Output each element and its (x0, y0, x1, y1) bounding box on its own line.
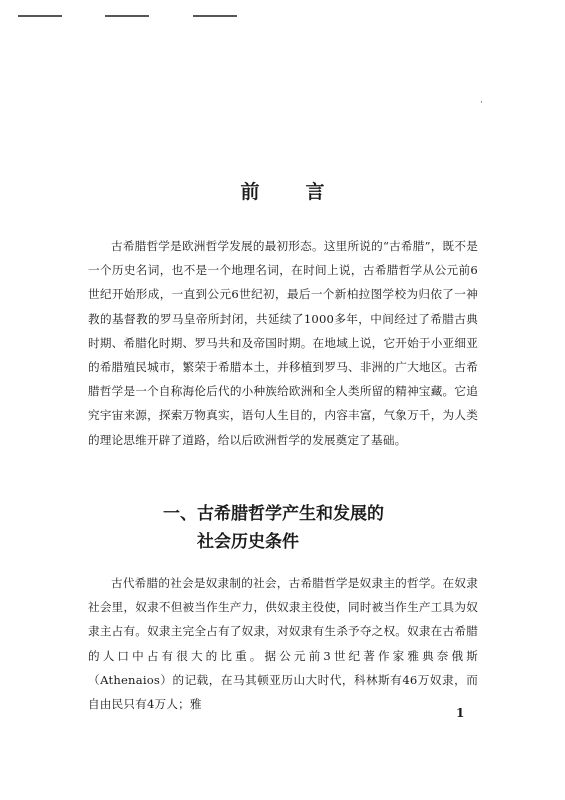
preface-paragraph: 古希腊哲学是欧洲哲学发展的最初形态。这里所说的“古希腊”，既不是一个历史名词，也不是一个地理名词，在时间上说，古希腊哲学从公元前6世纪开始形成，一直到公元6世纪初，最后一个新柏拉图学校为归依了一神教的基督教的罗马皇帝所封闭，共延续了1000多年，中间经过了希腊古典时期、希腊化时期、罗马共和及帝国时期。在地域上说，它开始于小亚细亚的希腊殖民城市，繁荣于希腊本土，并移植到罗马、非洲的广大地区。古希腊哲学是一个自称海伦后代的小种族给欧洲和全人类所留的精神宝藏。它追究宇宙来源，探索万物真实，语句人生目的，内容丰富，气象万千，为人类的理论思维开辟了道路，给以后欧洲哲学的发展奠定了基础。 (88, 239, 478, 447)
section-heading-line-1: 一、古希腊哲学产生和发展的 (163, 504, 384, 524)
stray-mark: · (480, 98, 483, 108)
page-number: 1 (456, 706, 465, 720)
section-heading (163, 500, 384, 556)
section-paragraph: 古代希腊的社会是奴隶制的社会，古希腊哲学是奴隶主的哲学。在奴隶社会里，奴隶不但被当作生产力，供奴隶主役使，同时被当作生产工具为奴隶主占有。奴隶主完全占有了奴隶，对奴隶有生杀予夺之权。奴隶在古希腊的人口中占有很大的比重。据公元前3世纪著作家雅典奈俄斯（Athenaios）的记载，在马其顿亚历山大时代，科林斯有46万奴隶，而自由民只有4万人；雅 (88, 576, 478, 712)
header-rule (18, 15, 62, 17)
header-rule (193, 15, 237, 17)
section-heading-line-2: 社会历史条件 (197, 532, 299, 552)
header-rule (105, 15, 149, 17)
preface-title: 前言 (240, 181, 371, 203)
